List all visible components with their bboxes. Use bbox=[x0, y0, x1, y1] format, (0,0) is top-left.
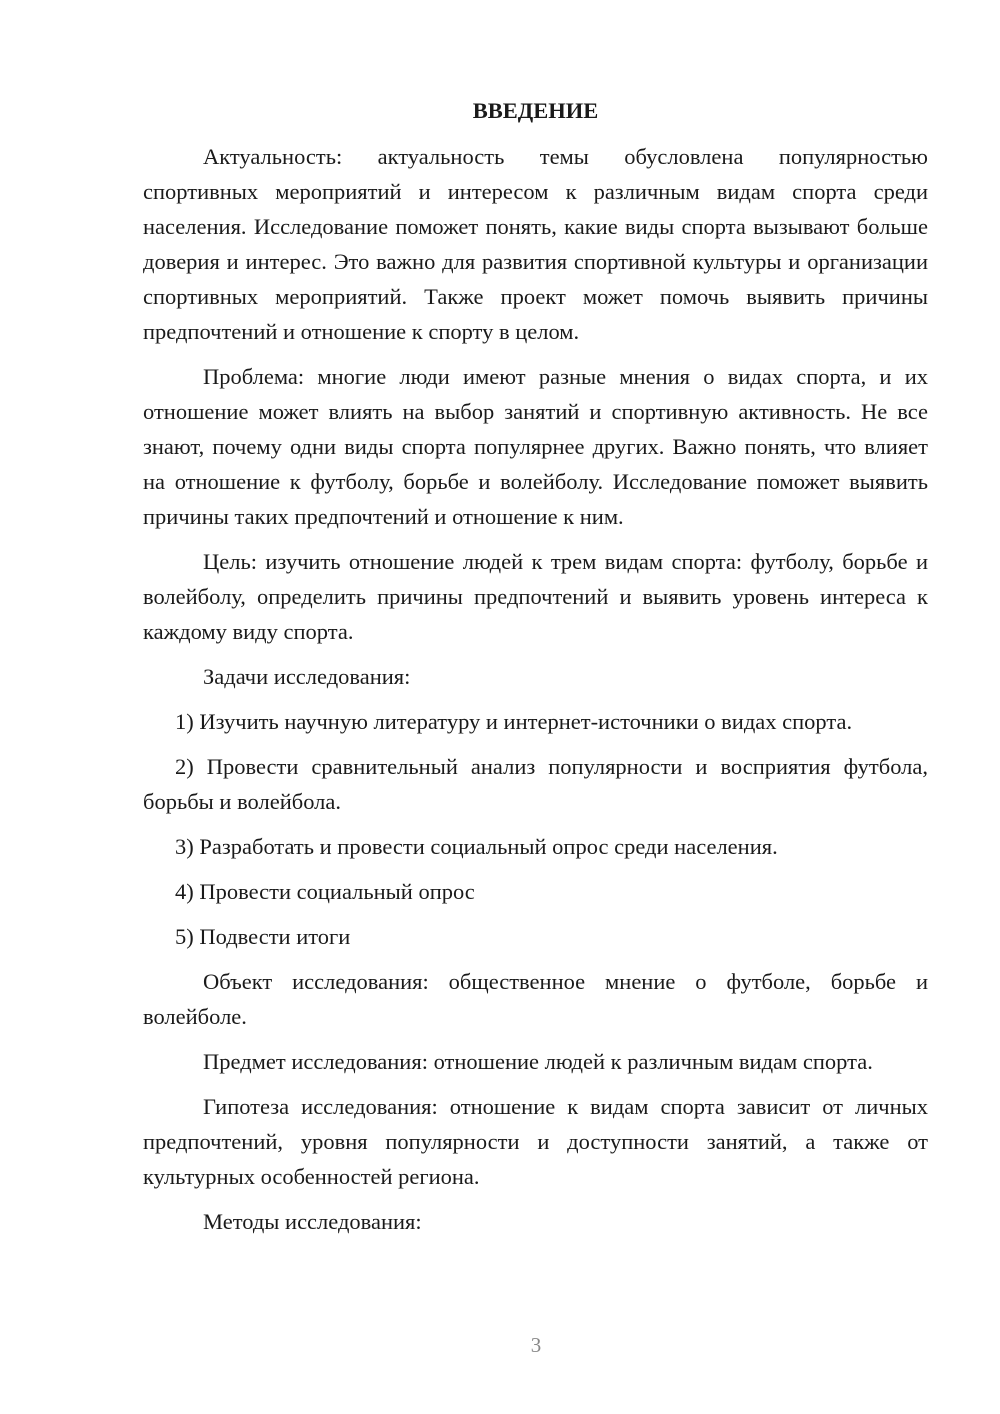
paragraph-object: Объект исследования: общественное мнение о футболе, борьбе и волейболе. bbox=[143, 969, 928, 1029]
paragraph-relevance: Актуальность: актуальность темы обусловлена популярностью спортивных мероприятий и интересом к различным видам спорта среди населения. Исследование поможет понять, какие виды спорта вызывают больше доверия и интерес. Это важно для развития спортивной культуры и организации спортивных мероприятий. Также проект может помочь выявить причины предпочтений и отношение к спорту в целом. bbox=[143, 144, 928, 344]
paragraph-methods-heading: Методы исследования: bbox=[203, 1209, 422, 1234]
task-item-3: 3) Разработать и провести социальный опрос среди населения. bbox=[175, 834, 778, 859]
section-title: ВВЕДЕНИЕ bbox=[472, 98, 599, 123]
page-number: 3 bbox=[530, 1333, 542, 1357]
paragraph-tasks-heading: Задачи исследования: bbox=[203, 664, 411, 689]
paragraph-hypothesis: Гипотеза исследования: отношение к видам спорта зависит от личных предпочтений, уровня популярности и доступности занятий, а также от культурных особенностей региона. bbox=[143, 1094, 928, 1189]
document-page bbox=[143, 96, 928, 1239]
task-item-1: 1) Изучить научную литературу и интернет-источники о видах спорта. bbox=[175, 709, 853, 734]
task-item-5: 5) Подвести итоги bbox=[175, 924, 351, 949]
paragraph-problem: Проблема: многие люди имеют разные мнения о видах спорта, и их отношение может влиять на выбор занятий и спортивную активность. Не все знают, почему одни виды спорта популярнее других. Важно понять, что влияет на отношение к футболу, борьбе и волейболу. Исследование поможет выявить причины таких предпочтений и отношение к ним. bbox=[143, 364, 928, 529]
paragraph-goal: Цель: изучить отношение людей к трем видам спорта: футболу, борьбе и волейболу, определить причины предпочтений и выявить уровень интереса к каждому виду спорта. bbox=[143, 549, 928, 644]
task-item-2: 2) Провести сравнительный анализ популярности и восприятия футбола, борьбы и волейбола. bbox=[143, 754, 928, 814]
task-item-4: 4) Провести социальный опрос bbox=[175, 879, 475, 904]
paragraph-subject: Предмет исследования: отношение людей к различным видам спорта. bbox=[203, 1049, 873, 1074]
